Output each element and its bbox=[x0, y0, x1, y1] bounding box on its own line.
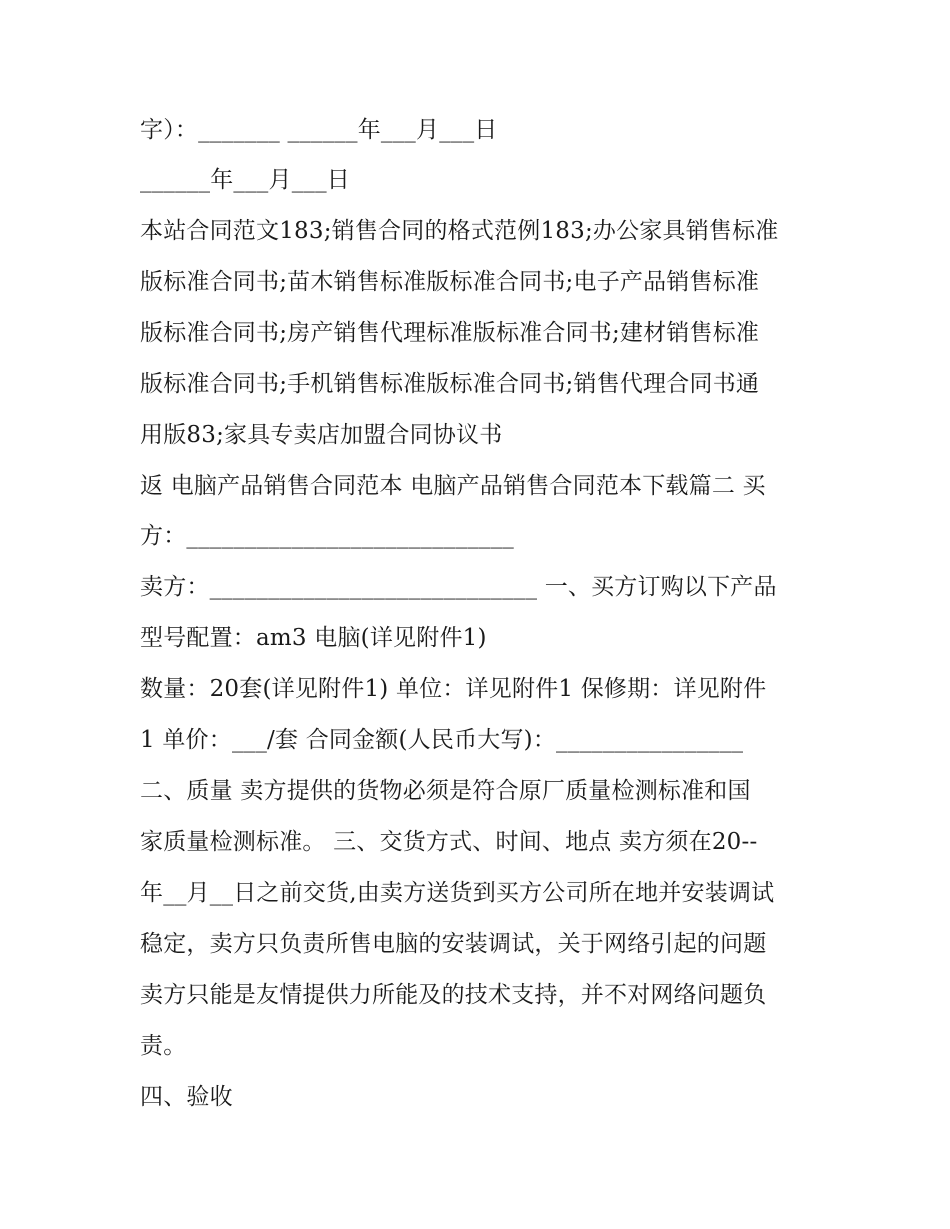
paragraph-line: 返 电脑产品销售合同范本 电脑产品销售合同范本下载篇二 买 bbox=[140, 473, 766, 499]
paragraph-line: 本站合同范文183;销售合同的格式范例183;办公家具销售标准 bbox=[140, 218, 779, 244]
paragraph-line: 版标准合同书;手机销售标准版标准合同书;销售代理合同书通 bbox=[140, 371, 760, 397]
paragraph-line: 家质量检测标准。 三、交货方式、时间、地点 卖方须在20-- bbox=[140, 829, 758, 855]
paragraph-line: 版标准合同书;房产销售代理标准版标准合同书;建材销售标准 bbox=[140, 320, 760, 346]
section-quality-line: 二、质量 卖方提供的货物必须是符合原厂质量检测标准和国 bbox=[140, 778, 751, 804]
signature-date-line: 字）：_______ ______年___月___日 bbox=[140, 117, 498, 143]
seller-line: 卖方：____________________________ 一、买方订购以下产品 bbox=[140, 574, 777, 600]
paragraph-line: 卖方只能是友情提供力所能及的技术支持，并不对网络问题负 bbox=[140, 982, 767, 1008]
paragraph-line: 版标准合同书;苗木销售标准版标准合同书;电子产品销售标准 bbox=[140, 269, 760, 295]
paragraph-line: 稳定，卖方只负责所售电脑的安装调试，关于网络引起的问题 bbox=[140, 931, 767, 957]
section-heading: 四、验收 bbox=[140, 1084, 233, 1110]
paragraph-line: 用版83;家具专卖店加盟合同协议书 bbox=[140, 422, 503, 448]
paragraph-line: 型号配置：am3 电脑(详见附件1) bbox=[140, 625, 487, 651]
buyer-line: 方：____________________________ bbox=[140, 523, 514, 549]
paragraph-line: 数量：20套(详见附件1) 单位：详见附件1 保修期：详见附件 bbox=[140, 676, 767, 702]
paragraph-line: 责。 bbox=[140, 1033, 187, 1059]
date-line: ______年___月___日 bbox=[140, 167, 350, 193]
paragraph-line: 1 单价：___/套 合同金额(人民币大写)：________________ bbox=[140, 727, 744, 753]
paragraph-line: 年__月__日之前交货,由卖方送货到买方公司所在地并安装调试 bbox=[140, 880, 775, 906]
